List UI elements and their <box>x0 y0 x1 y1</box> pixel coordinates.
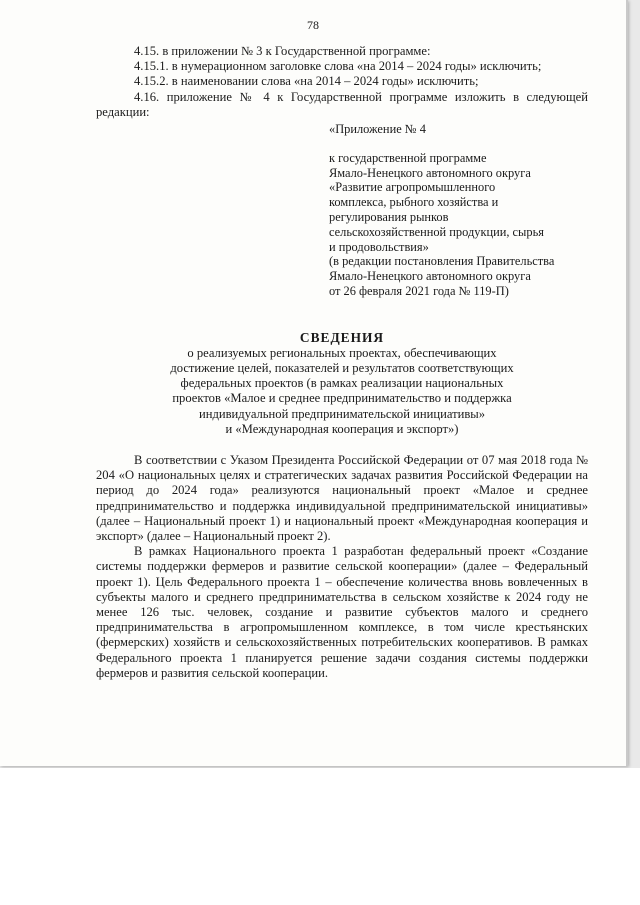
appendix-line: Ямало-Ненецкого автономного округа <box>329 269 531 284</box>
paragraph: В рамках Национального проекта 1 разработан федеральный проект «Создание системы поддержки фермеров и развитие сельской кооперации» (далее – Федеральный проект 1). Цель Федерального проекта 1 – обеспечение количества вновь вовлеченных в субъекты малого и среднего предпринимательства в сельском хозяйстве к 2024 году не менее 126 тыс. человек, создание и развитие субъектов малого и среднего предпринимательства в агропромышленном комплексе, в том числе крестьянских (фермерских) хозяйств и сельскохозяйственных потребительских кооперативов. В рамках Федерального проекта 1 планируется решение задачи создания системы поддержки фермеров и развития сельской кооперации. <box>96 544 588 680</box>
appendix-line: Ямало-Ненецкого автономного округа <box>329 165 531 180</box>
appendix-line: «Развитие агропромышленного <box>329 180 496 195</box>
appendix-title: «Приложение № 4 <box>329 122 426 137</box>
heading-line: о реализуемых региональных проектах, обеспечивающих <box>187 345 497 360</box>
heading-line: индивидуальной предпринимательской инициативы» <box>198 406 486 421</box>
appendix-line: к государственной программе <box>329 150 487 165</box>
heading-title: СВЕДЕНИЯ <box>299 329 385 345</box>
appendix-line: от 26 февраля 2021 года № 119-П) <box>329 283 509 298</box>
heading-block <box>96 329 588 437</box>
heading-line: федеральных проектов (в рамках реализации национальных <box>180 376 504 391</box>
heading-line: достижение целей, показателей и результатов соответствующих <box>170 360 514 375</box>
item-4-16: 4.16. приложение № 4 к Государственной программе изложить в следующей редакции: <box>96 89 588 119</box>
paragraph: В соответствии с Указом Президента Российской Федерации от 07 мая 2018 года № 204 «О национальных целях и стратегических задачах развития Российской Федерации на период до 2024 года» реализуются национальный проект «Малое и среднее предпринимательство и поддержка индивидуальной предпринимательской инициативы» (далее – Национальный проект 1) и национальный проект «Международная кооперация и экспорт» (далее – Национальный проект 2). <box>96 453 588 544</box>
body-text <box>96 453 588 681</box>
heading-line: проектов «Малое и среднее предпринимательство и поддержка <box>172 391 512 406</box>
appendix-line: и продовольствия» <box>329 239 429 254</box>
appendix-block <box>329 122 589 299</box>
item-4-15-2: 4.15.2. в наименовании слова «на 2014 – 2024 годы» исключить; <box>134 74 479 89</box>
heading-line: и «Международная кооперация и экспорт») <box>225 421 459 436</box>
blank-area <box>0 768 640 905</box>
item-4-15: 4.15. в приложении № 3 к Государственной программе: <box>134 44 431 58</box>
page-number: 78 <box>307 18 319 32</box>
document-content <box>96 44 588 681</box>
appendix-line: (в редакции постановления Правительства <box>329 254 555 269</box>
appendix-line: сельскохозяйственной продукции, сырья <box>329 224 544 239</box>
item-4-15-1: 4.15.1. в нумерационном заголовке слова «на 2014 – 2024 годы» исключить; <box>134 59 542 74</box>
appendix-line: регулирования рынков <box>329 210 449 224</box>
appendix-line: комплекса, рыбного хозяйства и <box>329 195 499 210</box>
